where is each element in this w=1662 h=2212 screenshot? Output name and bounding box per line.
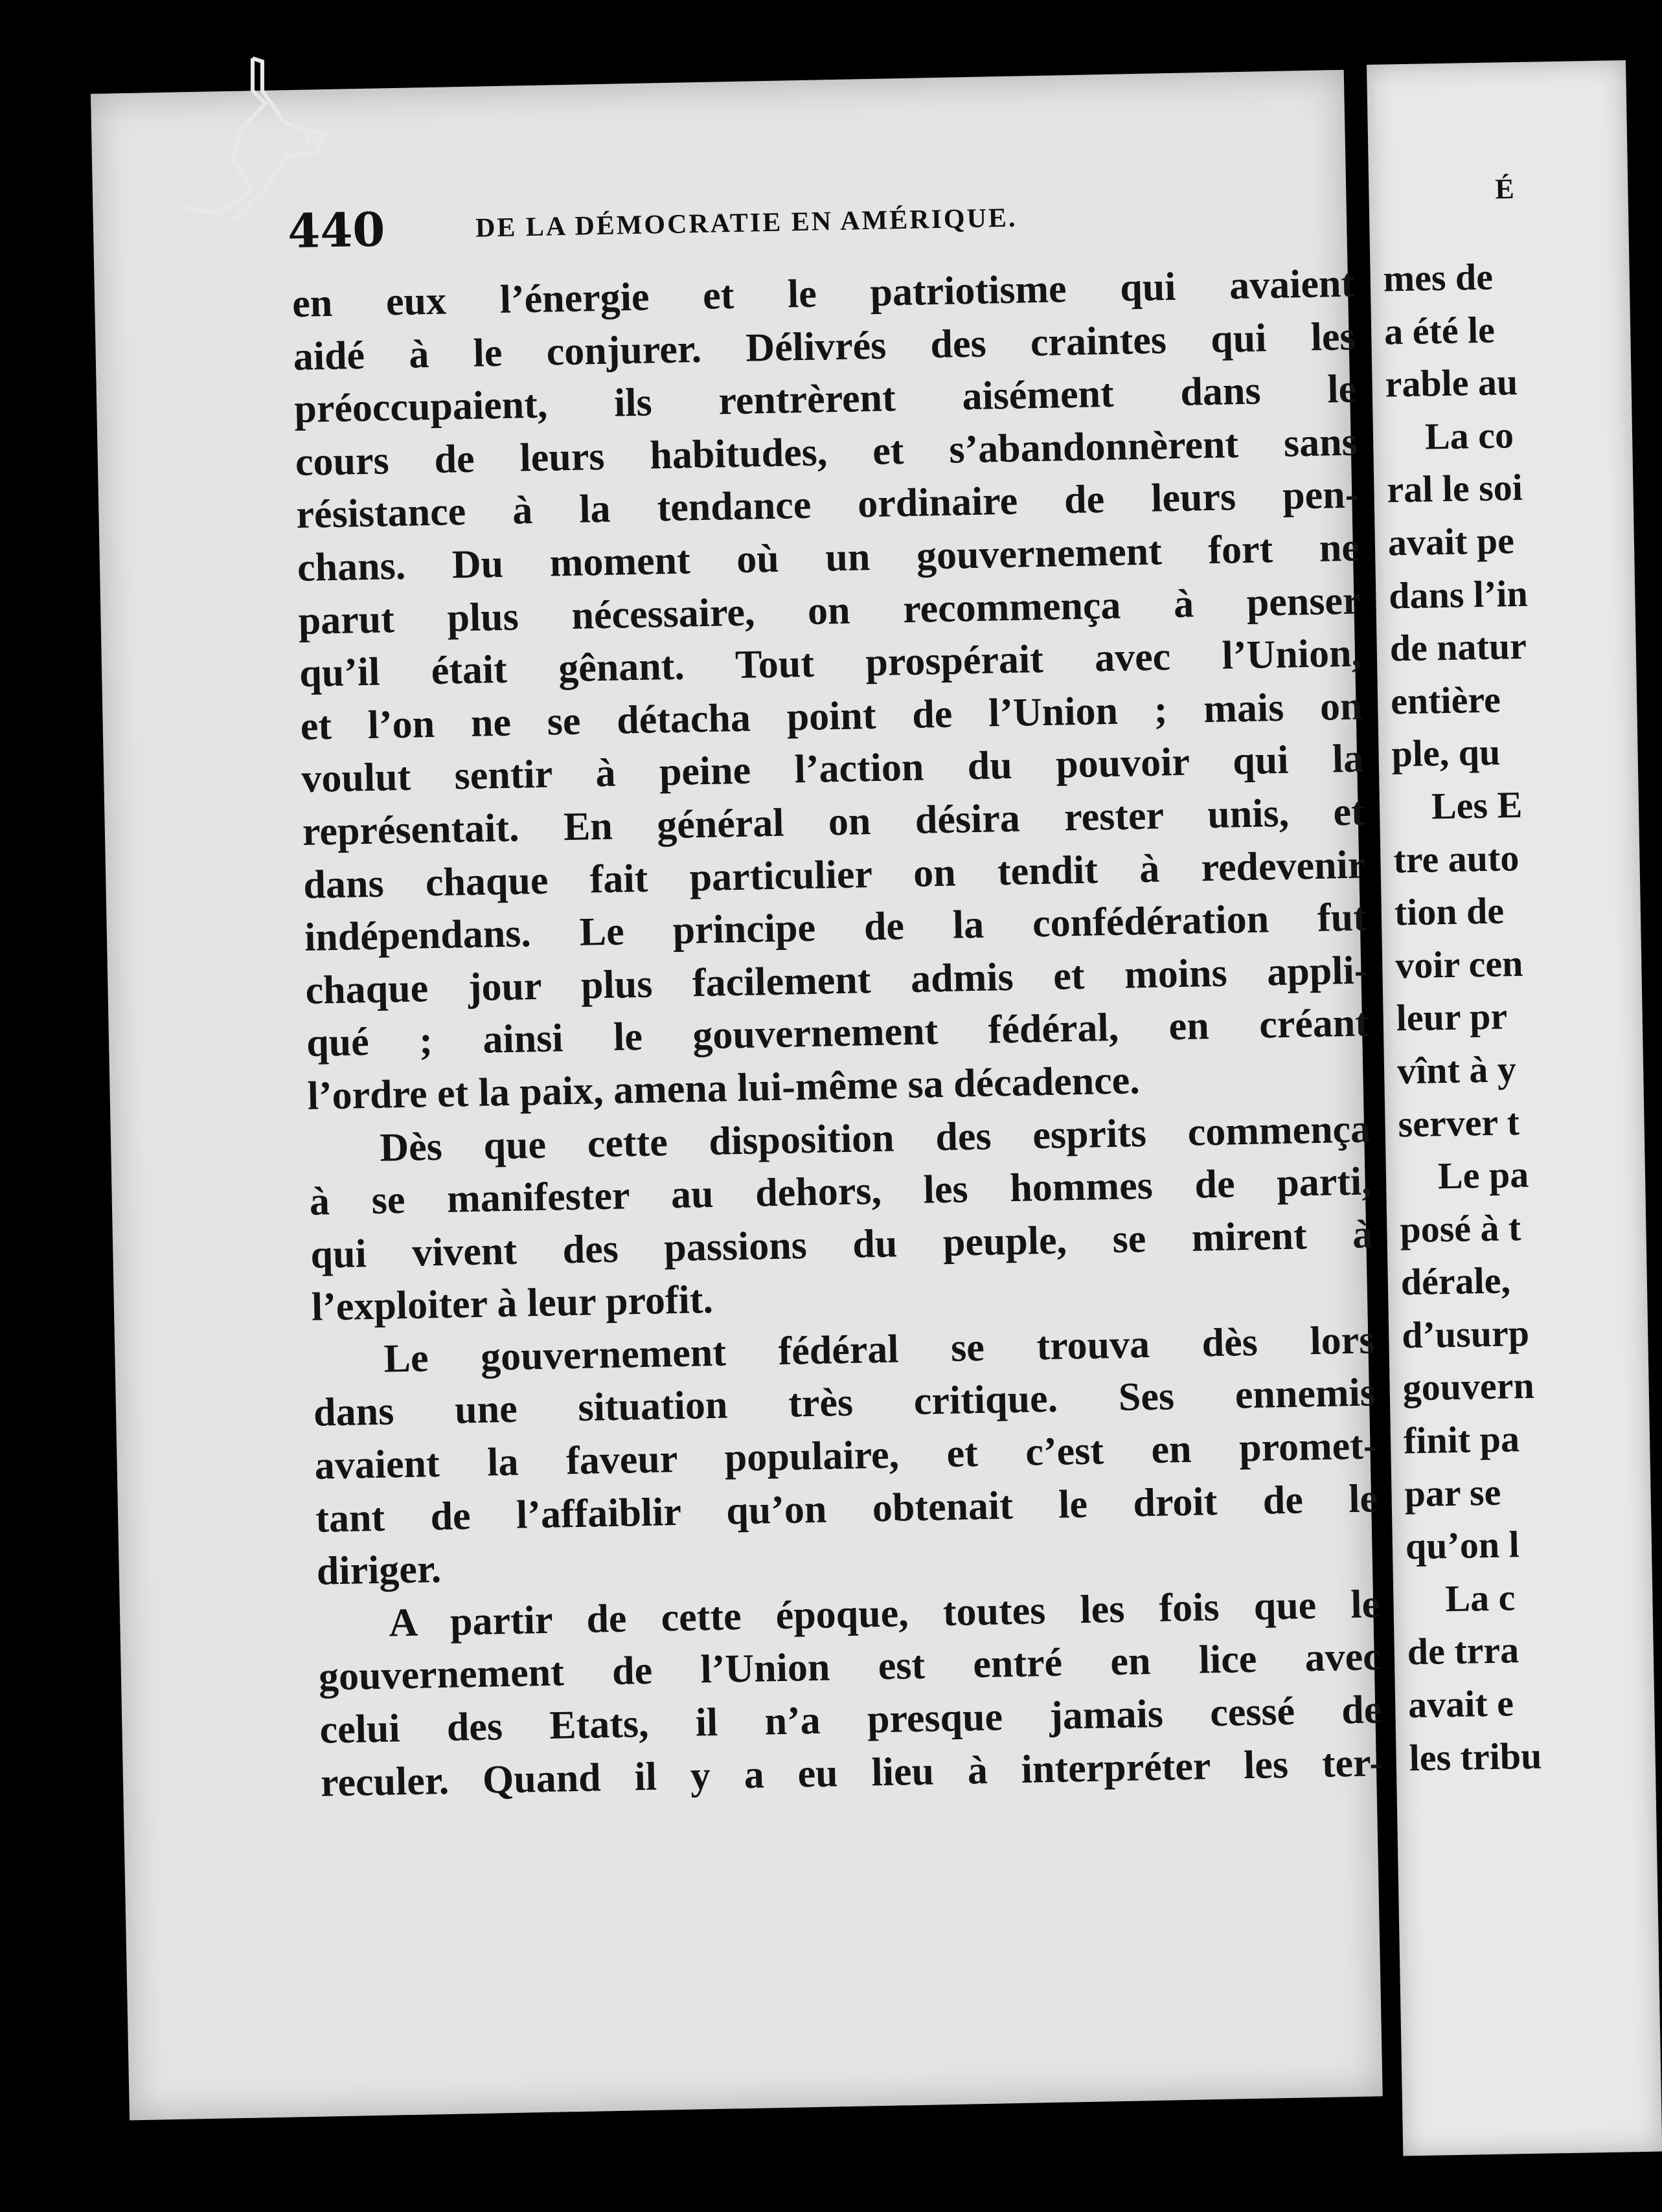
text-line: en eux l’énergie et le patriotisme qui avaient (291, 261, 1355, 326)
sticker-outline-icon (175, 52, 356, 246)
right-text-line: qu’on l (1405, 1523, 1520, 1568)
right-text-line: finit pa (1403, 1417, 1520, 1462)
right-text-line: tre auto (1393, 836, 1520, 881)
right-text-line: dérale, (1400, 1259, 1511, 1304)
right-text-line: Le pa (1437, 1153, 1529, 1197)
text-line: qui vivent des passions du peuple, se mirent à (310, 1212, 1373, 1277)
text-line: l’ordre et la paix, amena lui-même sa décadence. (307, 1058, 1141, 1118)
right-text-line: Les E (1431, 783, 1523, 828)
text-line: cours de leurs habitudes, et s’abandonnèrent sans (295, 420, 1358, 484)
text-line: dans une situation très critique. Ses ennemis (313, 1370, 1376, 1436)
text-line: à se manifester au dehors, les hommes de parti, (309, 1159, 1372, 1224)
text-line: tant de l’affaiblir qu’on obtenait le droit de le (315, 1476, 1378, 1541)
right-text-line: tion de (1394, 889, 1505, 934)
text-line: dans chaque fait particulier on tendit à redevenir (302, 842, 1366, 907)
text-line: A partir de cette époque, toutes les fois que le (388, 1582, 1380, 1645)
right-text-line: d’usurp (1401, 1311, 1530, 1357)
right-text-line: La c (1444, 1576, 1516, 1620)
text-line: avaient la faveur populaire, et c’est en promet- (314, 1423, 1378, 1488)
right-text-line: rable au (1385, 361, 1518, 405)
text-line: gouvernement de l’Union est entré en lice avec (318, 1634, 1382, 1700)
text-line: chans. Du moment où un gouvernement fort ne (297, 525, 1360, 590)
text-line: indépendans. Le principe de la confédération fut (304, 895, 1367, 960)
right-running-head-fragment: É (1494, 173, 1515, 205)
right-text-line: entière (1390, 678, 1501, 723)
right-text-line: avait pe (1387, 519, 1515, 564)
text-line: qué ; ainsi le gouvernement fédéral, en créant (306, 1000, 1369, 1066)
right-text-line: server t (1397, 1100, 1520, 1145)
right-text-line: vînt à y (1396, 1048, 1517, 1092)
right-body-text (1383, 248, 1656, 1784)
right-text-line: ral le soi (1386, 466, 1523, 511)
right-text-line: avait e (1407, 1682, 1514, 1726)
body-text (292, 258, 1383, 1810)
left-page (91, 70, 1383, 2121)
text-line: qu’il était gênant. Tout prospérait avec l’Union, (299, 631, 1362, 696)
right-text-line: La co (1424, 413, 1514, 458)
right-text-line: a été le (1383, 308, 1496, 353)
text-line: celui des Etats, il n’a presque jamais cessé de (319, 1687, 1382, 1752)
text-line: aidé à le conjurer. Délivrés des craintes qui les (293, 314, 1356, 379)
right-text-line: gouvern (1402, 1364, 1535, 1409)
text-line: Dès que cette disposition des esprits commença (379, 1106, 1371, 1170)
right-text-line: dans l’in (1388, 572, 1529, 617)
text-line: préoccupaient, ils rentrèrent aisément dans le (293, 367, 1357, 432)
right-text-line: mes de (1383, 255, 1494, 300)
right-text-line: de natur (1389, 624, 1527, 670)
text-line: l’exploiter à leur profit. (311, 1278, 714, 1330)
text-line: diriger. (316, 1547, 442, 1594)
right-text-line: de trra (1407, 1629, 1520, 1673)
right-text-line: posé à t (1399, 1206, 1521, 1251)
right-text-line: voir cen (1394, 942, 1523, 987)
text-line: Le gouvernement fédéral se trouva dès lors (383, 1318, 1375, 1381)
text-line: et l’on ne se détacha point de l’Union ; mais on (300, 684, 1363, 749)
page-header (287, 183, 1337, 262)
running-head: DE LA DÉMOCRATIE EN AMÉRIQUE. (475, 203, 1018, 243)
right-text-line: les tribu (1409, 1734, 1542, 1779)
right-page-fragment (1367, 60, 1662, 2156)
right-text-line: par se (1404, 1471, 1501, 1515)
text-line: chaque jour plus facilement admis et moins appli- (304, 948, 1368, 1013)
right-text-line: leur pr (1396, 995, 1508, 1039)
text-line: voulut sentir à peine l’action du pouvoir qui la (301, 736, 1364, 802)
text-line: parut plus nécessaire, on recommença à penser (298, 578, 1361, 643)
text-line: représentait. En général on désira rester unis, et (302, 789, 1365, 854)
page-number: 440 (287, 201, 386, 259)
text-line: reculer. Quand il y a eu lieu à interpréter les ter- (320, 1740, 1383, 1805)
text-line: résistance à la tendance ordinaire de leurs pen- (295, 472, 1359, 537)
right-text-line: ple, qu (1391, 730, 1501, 775)
